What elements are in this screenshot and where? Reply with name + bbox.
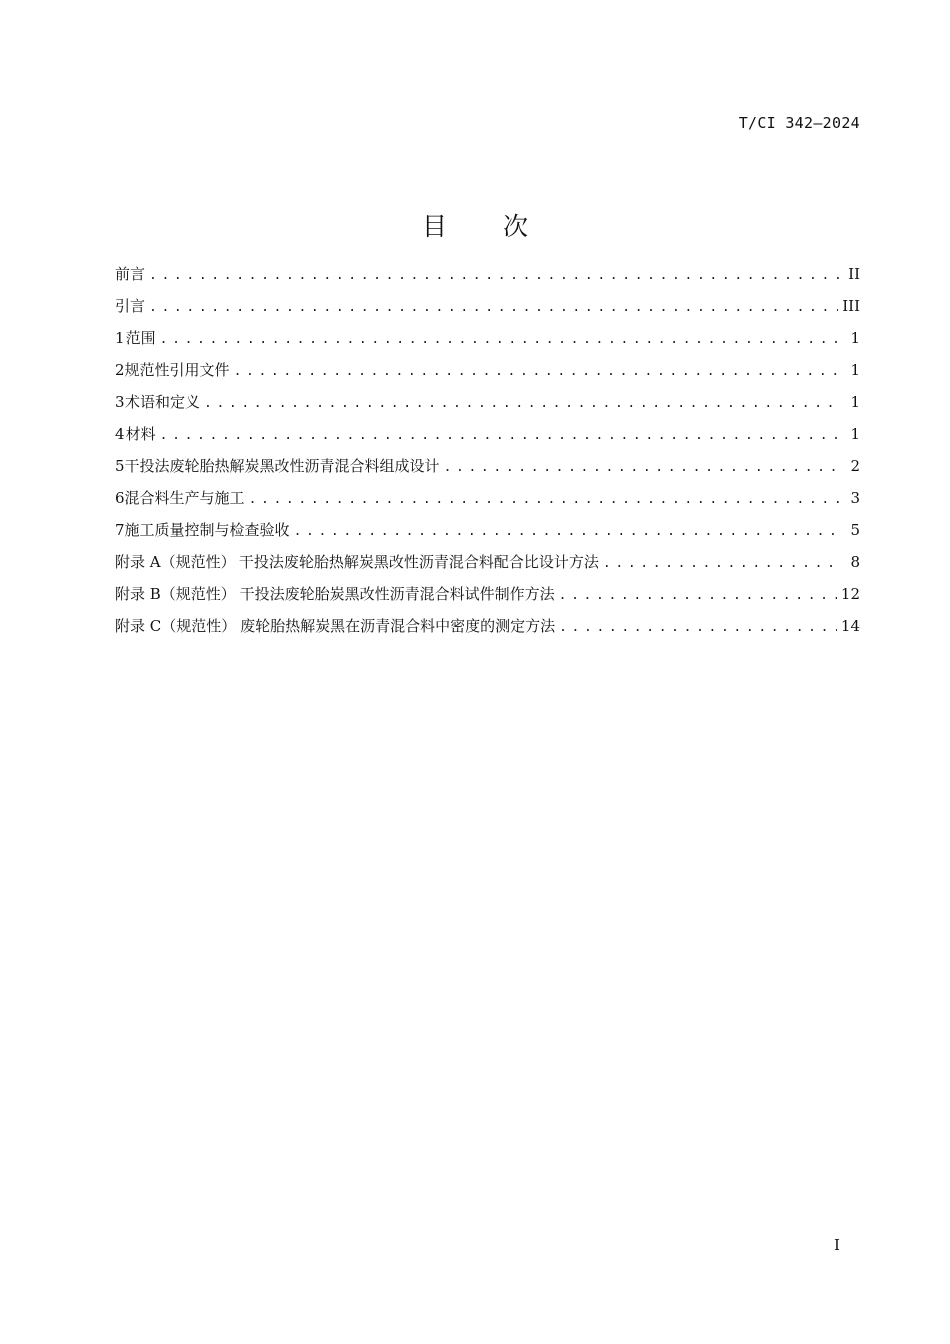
toc-entry-page: 3: [850, 489, 860, 507]
toc-entry-label: 干投法废轮胎炭黑改性沥青混合料试件制作方法: [239, 585, 555, 603]
toc-entry-number: 5: [115, 457, 125, 475]
toc-entry-7[interactable]: [115, 518, 860, 550]
toc-entry-appendix-c[interactable]: [115, 614, 860, 646]
toc-appendix-number: 附录 A（规范性）: [115, 553, 236, 571]
toc-appendix-number: 附录 B（规范性）: [115, 585, 236, 603]
page-number: I: [834, 1236, 840, 1254]
toc-entry-number: 2: [115, 361, 125, 379]
toc-dot-leader: [204, 392, 842, 416]
page-title: 目 次: [422, 211, 552, 241]
toc-appendix-number: 附录 C（规范性）: [115, 617, 237, 635]
toc-entry-2[interactable]: [115, 358, 860, 390]
toc-entry-page: 1: [850, 361, 860, 379]
toc-entry-label: 引言: [115, 297, 146, 315]
toc-entry-page: 8: [850, 553, 860, 571]
toc-entry-label: 规范性引用文件: [124, 361, 230, 379]
toc-entry-label: 范围: [125, 329, 156, 347]
toc-dot-leader: [603, 552, 842, 576]
toc-dot-leader: [294, 520, 842, 544]
toc-entry-page: 1: [850, 393, 860, 411]
toc-entry-page: 14: [840, 617, 860, 635]
toc-dot-leader: [160, 424, 842, 448]
table-of-contents: [115, 262, 860, 646]
toc-entry-label: 干投法废轮胎热解炭黑改性沥青混合料配合比设计方法: [238, 553, 599, 571]
toc-entry-label: 材料: [125, 425, 156, 443]
toc-entry-number: 6: [115, 489, 125, 507]
toc-dot-leader: [559, 584, 837, 608]
toc-entry-3[interactable]: [115, 390, 860, 422]
toc-entry-label: 干投法废轮胎热解炭黑改性沥青混合料组成设计: [124, 457, 440, 475]
toc-entry-appendix-b[interactable]: [115, 582, 860, 614]
toc-entry-page: 12: [840, 585, 860, 603]
toc-entry-4[interactable]: [115, 422, 860, 454]
toc-entry-number: 4: [115, 425, 125, 443]
toc-entry-label: 施工质量控制与检查验收: [124, 521, 290, 539]
toc-dot-leader: [559, 616, 837, 640]
toc-dot-leader: [149, 264, 842, 288]
toc-entry-label: 术语和定义: [124, 393, 200, 411]
toc-entry-page: 5: [850, 521, 860, 539]
toc-entry-page: 2: [850, 457, 860, 475]
toc-entry-6[interactable]: [115, 486, 860, 518]
toc-entry-page: 1: [850, 329, 860, 347]
toc-entry-page: II: [848, 265, 860, 283]
toc-entry-5[interactable]: [115, 454, 860, 486]
toc-dot-leader: [234, 360, 842, 384]
toc-entry-1[interactable]: [115, 326, 860, 358]
toc-entry-number: 7: [115, 521, 125, 539]
toc-dot-leader: [160, 328, 842, 352]
toc-dot-leader: [444, 456, 842, 480]
toc-entry-number: 3: [115, 393, 125, 411]
toc-entry-label: 废轮胎热解炭黑在沥青混合料中密度的测定方法: [240, 617, 556, 635]
toc-entry-page: 1: [850, 425, 860, 443]
toc-entry-foreword[interactable]: [115, 262, 860, 294]
toc-entry-introduction[interactable]: [115, 294, 860, 326]
document-code: T/CI 342—2024: [738, 114, 860, 132]
toc-entry-label: 前言: [115, 265, 146, 283]
toc-entry-label: 混合料生产与施工: [124, 489, 245, 507]
toc-dot-leader: [149, 296, 838, 320]
toc-entry-appendix-a[interactable]: [115, 550, 860, 582]
toc-dot-leader: [249, 488, 842, 512]
toc-entry-page: III: [842, 297, 860, 315]
toc-entry-number: 1: [115, 329, 125, 347]
